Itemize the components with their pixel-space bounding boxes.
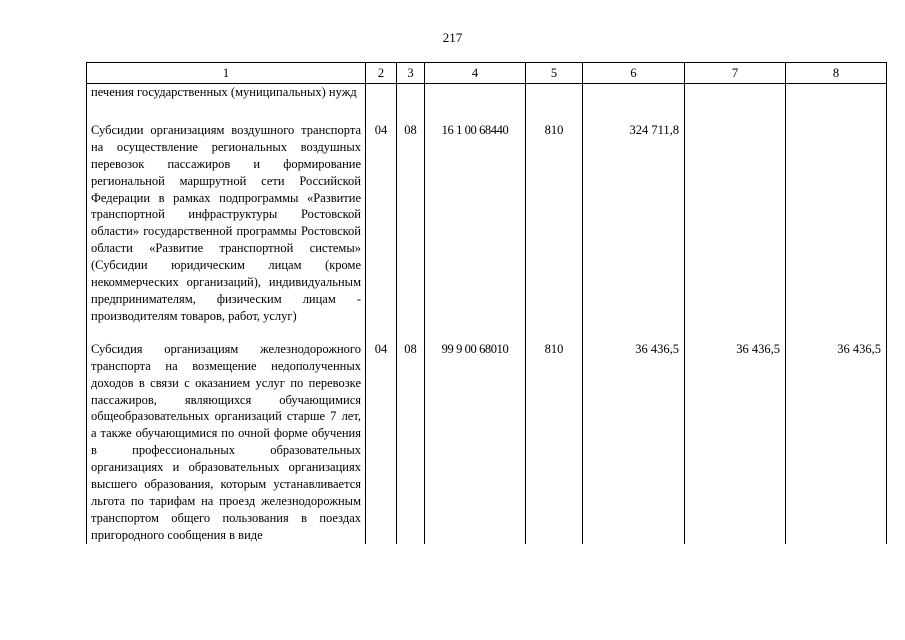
- cell-expense-type: 810: [526, 338, 583, 544]
- cell-amount-1: 324 711,8: [583, 119, 685, 338]
- cell-amount-3: [786, 119, 887, 338]
- column-header: 5: [526, 63, 583, 84]
- cell-subsection: 08: [397, 338, 425, 544]
- table-row: [87, 84, 887, 119]
- table-row: [87, 119, 887, 338]
- cell-target-code: 99 9 00 68010: [425, 338, 526, 544]
- cell-subsection: [397, 84, 425, 119]
- cell-amount-3: 36 436,5: [786, 338, 887, 544]
- column-header: 3: [397, 63, 425, 84]
- cell-expense-type: 810: [526, 119, 583, 338]
- column-header: 2: [366, 63, 397, 84]
- cell-amount-2: [685, 119, 786, 338]
- column-header: 4: [425, 63, 526, 84]
- column-header: 1: [87, 63, 366, 84]
- cell-target-code: [425, 84, 526, 119]
- column-header: 6: [583, 63, 685, 84]
- cell-section: [366, 84, 397, 119]
- column-header: 8: [786, 63, 887, 84]
- row-description: Субсидия организациям железнодорожного транспорта на возмещение недополученных доходов в связи с оказанием услуг по перевозке пассажиров, являющихся обучающимися общеобразовательных организаций старше 7 лет, а также обучающимися по очной форме обучения в профессиональных образовательных организациях и образовательных организациях высшего образования, которым устанавливается льгота по тарифам на проезд железнодорожным транспортом общего пользования в поездах пригородного сообщения в виде: [87, 338, 366, 544]
- cell-section: 04: [366, 338, 397, 544]
- page-number: 217: [442, 30, 463, 45]
- column-header: 7: [685, 63, 786, 84]
- cell-amount-1: 36 436,5: [583, 338, 685, 544]
- budget-table: [86, 62, 887, 544]
- cell-subsection: 08: [397, 119, 425, 338]
- cell-amount-1: [583, 84, 685, 119]
- table-row: [87, 338, 887, 544]
- cell-target-code: 16 1 00 68440: [425, 119, 526, 338]
- cell-amount-2: 36 436,5: [685, 338, 786, 544]
- cell-amount-2: [685, 84, 786, 119]
- table-header-row: [87, 63, 887, 84]
- cell-amount-3: [786, 84, 887, 119]
- row-description: Субсидии организациям воздушного транспорта на осуществление региональных воздушных перевозок пассажиров и формирование региональной маршрутной сети Российской Федерации в рамках подпрограммы «Развитие транспортной инфраструктуры Ростовской области» государственной программы Ростовской области «Развитие транспортной системы» (Субсидии юридическим лицам (кроме некоммерческих организаций), индивидуальным предпринимателям, физическим лицам - производителям товаров, работ, услуг): [87, 119, 366, 338]
- cell-expense-type: [526, 84, 583, 119]
- cell-section: 04: [366, 119, 397, 338]
- row-description: печения государственных (муниципальных) нужд: [87, 84, 366, 119]
